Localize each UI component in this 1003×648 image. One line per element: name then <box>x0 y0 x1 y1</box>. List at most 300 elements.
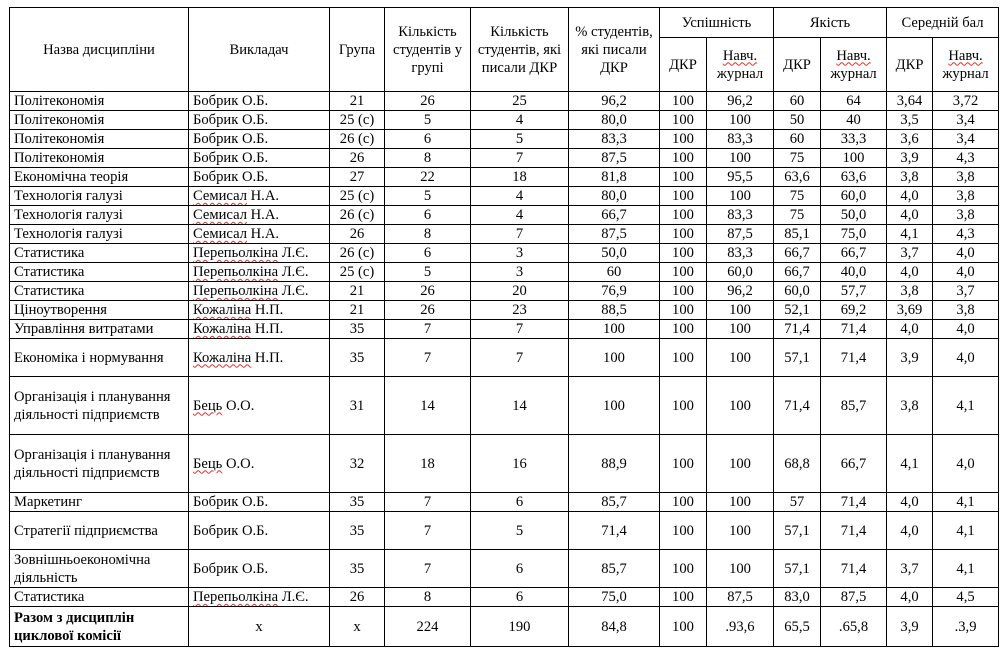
quality-journal-cell: 71,4 <box>821 550 887 588</box>
header-teacher: Викладач <box>189 8 330 92</box>
quality-journal-cell: 71,4 <box>821 512 887 550</box>
table-row <box>10 244 999 263</box>
success-journal-cell: 83,3 <box>707 244 774 263</box>
discipline-cell: Ціноутворення <box>10 301 189 320</box>
total-wrote: 190 <box>471 607 569 647</box>
quality-journal-cell: 66,7 <box>821 435 887 493</box>
avg-dkr-cell: 4,0 <box>887 512 933 550</box>
discipline-cell: Управління витратами <box>10 320 189 339</box>
quality-dkr-cell: 66,7 <box>774 244 821 263</box>
total-row <box>10 607 999 647</box>
students-cell: 22 <box>385 168 471 187</box>
wrote-cell: 7 <box>471 149 569 168</box>
wrote-cell: 6 <box>471 550 569 588</box>
quality-dkr-cell: 57,1 <box>774 550 821 588</box>
header-avg-dkr: ДКР <box>887 38 933 92</box>
group-cell: 35 <box>330 493 385 512</box>
discipline-cell: Політекономія <box>10 149 189 168</box>
discipline-cell: Зовнішньоекономічна діяльність <box>10 550 189 588</box>
success-journal-cell: 100 <box>707 512 774 550</box>
total-success-journal: .93,6 <box>707 607 774 647</box>
wrote-cell: 7 <box>471 225 569 244</box>
journal-abbr: Навч. <box>722 47 758 64</box>
avg-journal-cell: 4,1 <box>933 512 999 550</box>
quality-journal-cell: 100 <box>821 149 887 168</box>
header-percent-wrote: % студентів, які писали ДКР <box>569 8 660 92</box>
success-journal-cell: 96,2 <box>707 92 774 111</box>
avg-journal-cell: 4,0 <box>933 263 999 282</box>
table-row <box>10 301 999 320</box>
total-label: Разом з дисциплін циклової комісії <box>10 607 189 647</box>
avg-journal-cell: 4,0 <box>933 320 999 339</box>
wrote-cell: 4 <box>471 187 569 206</box>
discipline-cell: Технологія галузі <box>10 187 189 206</box>
header-students-in-group: Кількість студентів у групі <box>385 8 471 92</box>
quality-journal-cell: 85,7 <box>821 377 887 435</box>
students-cell: 5 <box>385 187 471 206</box>
avg-journal-cell: 3,72 <box>933 92 999 111</box>
quality-dkr-cell: 60,0 <box>774 282 821 301</box>
table-row <box>10 282 999 301</box>
quality-journal-cell: 71,4 <box>821 320 887 339</box>
wrote-cell: 6 <box>471 588 569 607</box>
table-row <box>10 206 999 225</box>
quality-dkr-cell: 66,7 <box>774 263 821 282</box>
header-quality-journal <box>821 38 887 92</box>
percent-cell: 88,9 <box>569 435 660 493</box>
header-success-journal <box>707 38 774 92</box>
header-discipline: Назва дисципліни <box>10 8 189 92</box>
success-dkr-cell: 100 <box>660 130 707 149</box>
teacher-cell: Перепьолкіна Л.Є. <box>189 588 330 607</box>
quality-dkr-cell: 68,8 <box>774 435 821 493</box>
teacher-surname: Семисал <box>193 226 247 242</box>
students-cell: 8 <box>385 225 471 244</box>
header-success: Успішність <box>660 8 774 38</box>
wrote-cell: 4 <box>471 206 569 225</box>
students-cell: 6 <box>385 244 471 263</box>
table-row <box>10 435 999 493</box>
teacher-cell: Семисал Н.А. <box>189 187 330 206</box>
wrote-cell: 20 <box>471 282 569 301</box>
percent-cell: 66,7 <box>569 206 660 225</box>
avg-dkr-cell: 3,7 <box>887 550 933 588</box>
table-row <box>10 493 999 512</box>
quality-journal-cell: 71,4 <box>821 493 887 512</box>
avg-dkr-cell: 3,5 <box>887 111 933 130</box>
table-row <box>10 320 999 339</box>
table-body <box>10 92 999 607</box>
students-cell: 26 <box>385 301 471 320</box>
percent-cell: 100 <box>569 320 660 339</box>
percent-cell: 80,0 <box>569 187 660 206</box>
success-journal-cell: 100 <box>707 377 774 435</box>
quality-dkr-cell: 75 <box>774 187 821 206</box>
percent-cell: 85,7 <box>569 550 660 588</box>
quality-journal-cell: 64 <box>821 92 887 111</box>
teacher-surname: Семисал <box>193 188 247 204</box>
avg-dkr-cell: 4,0 <box>887 493 933 512</box>
avg-journal-cell: 4,1 <box>933 493 999 512</box>
table-header <box>10 8 999 92</box>
wrote-cell: 18 <box>471 168 569 187</box>
teacher-cell: Кожаліна Н.П. <box>189 301 330 320</box>
discipline-cell: Статистика <box>10 244 189 263</box>
group-cell: 35 <box>330 512 385 550</box>
group-cell: 21 <box>330 282 385 301</box>
teacher-cell: Бобрик О.Б. <box>189 493 330 512</box>
total-success-dkr: 100 <box>660 607 707 647</box>
total-students: 224 <box>385 607 471 647</box>
group-cell: 35 <box>330 339 385 377</box>
teacher-surname: Кожаліна <box>193 321 252 337</box>
quality-dkr-cell: 71,4 <box>774 320 821 339</box>
students-cell: 26 <box>385 92 471 111</box>
students-cell: 5 <box>385 263 471 282</box>
group-cell: 25 (с) <box>330 263 385 282</box>
students-cell: 7 <box>385 493 471 512</box>
students-cell: 8 <box>385 149 471 168</box>
success-dkr-cell: 100 <box>660 244 707 263</box>
percent-cell: 87,5 <box>569 149 660 168</box>
teacher-surname: Кожаліна <box>193 349 252 366</box>
wrote-cell: 23 <box>471 301 569 320</box>
avg-dkr-cell: 3,7 <box>887 244 933 263</box>
avg-dkr-cell: 4,0 <box>887 187 933 206</box>
discipline-cell: Організація і планування діяльності підприємств <box>10 377 189 435</box>
success-dkr-cell: 100 <box>660 111 707 130</box>
avg-journal-cell: 3,8 <box>933 187 999 206</box>
quality-dkr-cell: 71,4 <box>774 377 821 435</box>
avg-dkr-cell: 3,64 <box>887 92 933 111</box>
group-cell: 26 <box>330 149 385 168</box>
percent-cell: 81,8 <box>569 168 660 187</box>
percent-cell: 85,7 <box>569 493 660 512</box>
percent-cell: 83,3 <box>569 130 660 149</box>
success-journal-cell: 100 <box>707 493 774 512</box>
discipline-cell: Економіка і нормування <box>10 339 189 377</box>
success-dkr-cell: 100 <box>660 339 707 377</box>
success-journal-cell: 83,3 <box>707 130 774 149</box>
success-dkr-cell: 100 <box>660 550 707 588</box>
avg-dkr-cell: 4,0 <box>887 320 933 339</box>
success-journal-cell: 100 <box>707 111 774 130</box>
teacher-cell: Бобрик О.Б. <box>189 550 330 588</box>
discipline-cell: Маркетинг <box>10 493 189 512</box>
header-students-wrote: Кількість студентів, які писали ДКР <box>471 8 569 92</box>
success-dkr-cell: 100 <box>660 493 707 512</box>
quality-dkr-cell: 85,1 <box>774 225 821 244</box>
success-dkr-cell: 100 <box>660 435 707 493</box>
students-cell: 7 <box>385 550 471 588</box>
table-row <box>10 512 999 550</box>
avg-dkr-cell: 3,8 <box>887 282 933 301</box>
avg-journal-cell: 3,4 <box>933 130 999 149</box>
teacher-cell: Кожаліна Н.П. <box>189 339 330 377</box>
discipline-cell: Статистика <box>10 282 189 301</box>
success-journal-cell: 87,5 <box>707 225 774 244</box>
group-cell: 26 (с) <box>330 206 385 225</box>
wrote-cell: 14 <box>471 377 569 435</box>
quality-dkr-cell: 50 <box>774 111 821 130</box>
percent-cell: 60 <box>569 263 660 282</box>
success-journal-cell: 83,3 <box>707 206 774 225</box>
teacher-surname: Кожаліна <box>193 302 252 318</box>
avg-journal-cell: 4,3 <box>933 149 999 168</box>
header-quality: Якість <box>774 8 887 38</box>
success-journal-cell: 60,0 <box>707 263 774 282</box>
quality-journal-cell: 63,6 <box>821 168 887 187</box>
quality-journal-cell: 40,0 <box>821 263 887 282</box>
percent-cell: 76,9 <box>569 282 660 301</box>
header-group: Група <box>330 8 385 92</box>
teacher-surname: Семисал <box>193 207 247 223</box>
table-total <box>10 607 999 647</box>
avg-dkr-cell: 4,0 <box>887 206 933 225</box>
wrote-cell: 6 <box>471 493 569 512</box>
avg-journal-cell: 4,0 <box>933 339 999 377</box>
teacher-cell: Перепьолкіна Л.Є. <box>189 263 330 282</box>
avg-journal-cell: 3,8 <box>933 206 999 225</box>
table-row <box>10 187 999 206</box>
group-cell: 27 <box>330 168 385 187</box>
quality-dkr-cell: 57 <box>774 493 821 512</box>
teacher-surname: Перепьолкіна <box>193 283 279 299</box>
teacher-cell: Бець О.О. <box>189 435 330 493</box>
header-quality-dkr: ДКР <box>774 38 821 92</box>
quality-dkr-cell: 57,1 <box>774 339 821 377</box>
total-group: х <box>330 607 385 647</box>
discipline-cell: Організація і планування діяльності підприємств <box>10 435 189 493</box>
group-cell: 21 <box>330 92 385 111</box>
students-cell: 26 <box>385 282 471 301</box>
group-cell: 35 <box>330 320 385 339</box>
quality-dkr-cell: 63,6 <box>774 168 821 187</box>
success-journal-cell: 100 <box>707 149 774 168</box>
success-journal-cell: 100 <box>707 320 774 339</box>
quality-journal-cell: 60,0 <box>821 187 887 206</box>
quality-dkr-cell: 57,1 <box>774 512 821 550</box>
quality-dkr-cell: 75 <box>774 206 821 225</box>
avg-journal-cell: 3,4 <box>933 111 999 130</box>
success-dkr-cell: 100 <box>660 282 707 301</box>
students-cell: 6 <box>385 206 471 225</box>
avg-dkr-cell: 3,69 <box>887 301 933 320</box>
avg-dkr-cell: 4,0 <box>887 263 933 282</box>
avg-dkr-cell: 3,8 <box>887 168 933 187</box>
quality-journal-cell: 87,5 <box>821 588 887 607</box>
success-dkr-cell: 100 <box>660 149 707 168</box>
success-dkr-cell: 100 <box>660 588 707 607</box>
success-dkr-cell: 100 <box>660 206 707 225</box>
avg-dkr-cell: 3,6 <box>887 130 933 149</box>
table-row <box>10 339 999 377</box>
avg-journal-cell: 4,3 <box>933 225 999 244</box>
success-journal-cell: 100 <box>707 301 774 320</box>
avg-dkr-cell: 4,0 <box>887 588 933 607</box>
avg-journal-cell: 4,1 <box>933 550 999 588</box>
group-cell: 35 <box>330 550 385 588</box>
discipline-cell: Економічна теорія <box>10 168 189 187</box>
success-dkr-cell: 100 <box>660 187 707 206</box>
header-avg-journal <box>933 38 999 92</box>
journal-word: журнал <box>942 65 989 82</box>
teacher-cell: Бобрик О.Б. <box>189 92 330 111</box>
percent-cell: 100 <box>569 377 660 435</box>
table-row <box>10 225 999 244</box>
avg-dkr-cell: 4,1 <box>887 435 933 493</box>
avg-journal-cell: 3,8 <box>933 168 999 187</box>
teacher-cell: Семисал Н.А. <box>189 225 330 244</box>
quality-journal-cell: 66,7 <box>821 244 887 263</box>
wrote-cell: 25 <box>471 92 569 111</box>
percent-cell: 75,0 <box>569 588 660 607</box>
quality-journal-cell: 69,2 <box>821 301 887 320</box>
journal-word: журнал <box>716 65 764 82</box>
total-percent: 84,8 <box>569 607 660 647</box>
wrote-cell: 7 <box>471 320 569 339</box>
students-cell: 8 <box>385 588 471 607</box>
wrote-cell: 4 <box>471 111 569 130</box>
quality-journal-cell: 33,3 <box>821 130 887 149</box>
success-dkr-cell: 100 <box>660 377 707 435</box>
students-cell: 7 <box>385 320 471 339</box>
discipline-cell: Статистика <box>10 263 189 282</box>
avg-dkr-cell: 3,9 <box>887 339 933 377</box>
avg-dkr-cell: 3,9 <box>887 149 933 168</box>
success-dkr-cell: 100 <box>660 263 707 282</box>
teacher-surname: Бець <box>193 455 223 472</box>
quality-journal-cell: 57,7 <box>821 282 887 301</box>
quality-dkr-cell: 83,0 <box>774 588 821 607</box>
total-teacher: х <box>189 607 330 647</box>
percent-cell: 96,2 <box>569 92 660 111</box>
table-row <box>10 550 999 588</box>
quality-journal-cell: 71,4 <box>821 339 887 377</box>
group-cell: 26 (с) <box>330 244 385 263</box>
teacher-cell: Семисал Н.А. <box>189 206 330 225</box>
table-row <box>10 149 999 168</box>
teacher-surname: Бець <box>193 397 223 414</box>
group-cell: 26 <box>330 225 385 244</box>
students-cell: 5 <box>385 111 471 130</box>
discipline-cell: Стратегії підприємства <box>10 512 189 550</box>
discipline-cell: Технологія галузі <box>10 225 189 244</box>
group-cell: 26 (с) <box>330 130 385 149</box>
teacher-cell: Кожаліна Н.П. <box>189 320 330 339</box>
students-cell: 14 <box>385 377 471 435</box>
teacher-cell: Бець О.О. <box>189 377 330 435</box>
group-cell: 31 <box>330 377 385 435</box>
wrote-cell: 3 <box>471 244 569 263</box>
avg-journal-cell: 3,8 <box>933 301 999 320</box>
students-cell: 6 <box>385 130 471 149</box>
header-avg-score: Середній бал <box>887 8 999 38</box>
discipline-cell: Технологія галузі <box>10 206 189 225</box>
teacher-cell: Перепьолкіна Л.Є. <box>189 282 330 301</box>
percent-cell: 100 <box>569 339 660 377</box>
teacher-cell: Бобрик О.Б. <box>189 168 330 187</box>
students-cell: 7 <box>385 339 471 377</box>
journal-abbr: Навч. <box>836 47 871 64</box>
quality-journal-cell: 75,0 <box>821 225 887 244</box>
teacher-cell: Бобрик О.Б. <box>189 130 330 149</box>
avg-journal-cell: 4,1 <box>933 377 999 435</box>
success-dkr-cell: 100 <box>660 512 707 550</box>
teacher-cell: Перепьолкіна Л.Є. <box>189 244 330 263</box>
total-avg-dkr: 3,9 <box>887 607 933 647</box>
avg-journal-cell: 3,7 <box>933 282 999 301</box>
success-journal-cell: 87,5 <box>707 588 774 607</box>
percent-cell: 88,5 <box>569 301 660 320</box>
total-quality-journal: .65,8 <box>821 607 887 647</box>
success-dkr-cell: 100 <box>660 320 707 339</box>
group-cell: 25 (с) <box>330 187 385 206</box>
avg-journal-cell: 4,5 <box>933 588 999 607</box>
quality-dkr-cell: 75 <box>774 149 821 168</box>
header-success-dkr: ДКР <box>660 38 707 92</box>
dkr-results-table <box>9 7 999 647</box>
group-cell: 26 <box>330 588 385 607</box>
journal-word: журнал <box>830 65 877 82</box>
total-quality-dkr: 65,5 <box>774 607 821 647</box>
wrote-cell: 5 <box>471 130 569 149</box>
discipline-cell: Статистика <box>10 588 189 607</box>
students-cell: 7 <box>385 512 471 550</box>
wrote-cell: 5 <box>471 512 569 550</box>
teacher-cell: Бобрик О.Б. <box>189 512 330 550</box>
success-dkr-cell: 100 <box>660 168 707 187</box>
success-journal-cell: 100 <box>707 435 774 493</box>
teacher-surname: Перепьолкіна <box>193 264 279 280</box>
wrote-cell: 16 <box>471 435 569 493</box>
avg-dkr-cell: 4,1 <box>887 225 933 244</box>
teacher-surname: Перепьолкіна <box>193 245 279 261</box>
discipline-cell: Політекономія <box>10 130 189 149</box>
table-row <box>10 588 999 607</box>
avg-dkr-cell: 3,8 <box>887 377 933 435</box>
teacher-cell: Бобрик О.Б. <box>189 111 330 130</box>
success-journal-cell: 100 <box>707 187 774 206</box>
quality-dkr-cell: 52,1 <box>774 301 821 320</box>
wrote-cell: 7 <box>471 339 569 377</box>
success-journal-cell: 100 <box>707 550 774 588</box>
quality-journal-cell: 40 <box>821 111 887 130</box>
group-cell: 21 <box>330 301 385 320</box>
success-dkr-cell: 100 <box>660 225 707 244</box>
percent-cell: 71,4 <box>569 512 660 550</box>
table-row <box>10 130 999 149</box>
percent-cell: 80,0 <box>569 111 660 130</box>
success-journal-cell: 100 <box>707 339 774 377</box>
group-cell: 32 <box>330 435 385 493</box>
table-row <box>10 111 999 130</box>
success-journal-cell: 95,5 <box>707 168 774 187</box>
percent-cell: 87,5 <box>569 225 660 244</box>
success-dkr-cell: 100 <box>660 301 707 320</box>
success-journal-cell: 96,2 <box>707 282 774 301</box>
success-dkr-cell: 100 <box>660 92 707 111</box>
group-cell: 25 (с) <box>330 111 385 130</box>
discipline-cell: Політекономія <box>10 111 189 130</box>
quality-dkr-cell: 60 <box>774 130 821 149</box>
table-row <box>10 377 999 435</box>
avg-journal-cell: 4,0 <box>933 244 999 263</box>
teacher-surname: Перепьолкіна <box>193 589 279 605</box>
journal-abbr: Навч. <box>948 47 983 64</box>
teacher-cell: Бобрик О.Б. <box>189 149 330 168</box>
table-row <box>10 263 999 282</box>
